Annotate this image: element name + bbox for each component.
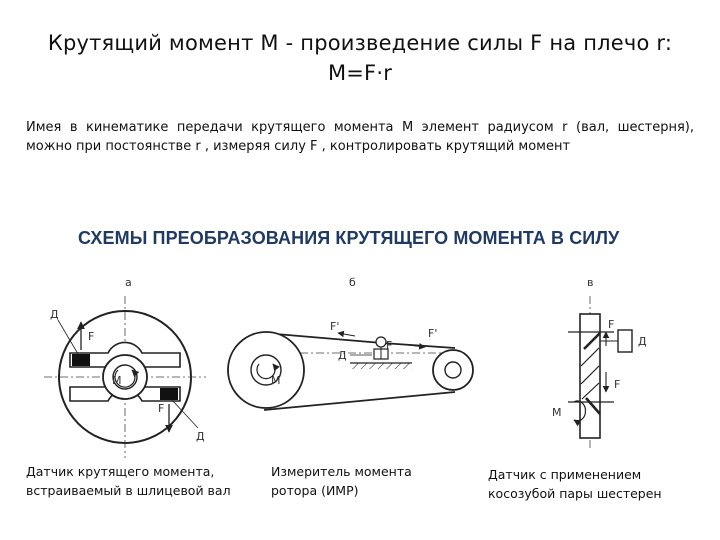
ground-hatch (350, 363, 412, 369)
diagrams-figure (0, 262, 720, 462)
label-d-top: Д (50, 308, 59, 321)
label-d-b: Д (338, 349, 347, 362)
sensor-block-bottom (160, 388, 178, 400)
diagram-b (228, 276, 473, 410)
diagram-a-letter: а (125, 276, 132, 289)
label-f-right: F' (428, 327, 438, 340)
label-f-upper: F (608, 318, 615, 331)
label-f-top: F (88, 330, 95, 343)
pulley-right-hub (445, 362, 461, 378)
caption-a: Датчик крутящего момента, встраиваемый в шлицевой вал (26, 464, 231, 498)
label-d-bottom: Д (196, 430, 205, 443)
label-f-bottom: F (158, 402, 165, 415)
tension-roller (376, 337, 386, 347)
label-f-left: F' (330, 320, 340, 333)
belt-upper-right (382, 343, 455, 348)
title-line-1: Крутящий момент М - произведение силы F на плечо r: (47, 31, 673, 55)
caption-b: Измеритель момента ротора (ИМР) (271, 464, 412, 498)
sensor-block-top (72, 354, 90, 366)
label-f-lower: F (614, 378, 621, 391)
label-f-center: F (386, 339, 393, 352)
label-m-c: М (552, 406, 562, 419)
caption-c: Датчик с применением косозубой пары шестерен (488, 467, 662, 501)
title-formula: M=F·r (327, 61, 393, 85)
diagram-c (552, 276, 647, 450)
page-title (0, 28, 720, 88)
force-arrow-left (338, 333, 355, 336)
diagram-b-letter: б (349, 276, 356, 289)
force-sensor-c (618, 330, 632, 352)
label-d-c: Д (638, 335, 647, 348)
intro-paragraph: Имея в кинематике передачи крутящего момента М элемент радиусом r (вал, шестерня), можно при постоянстве r , измеряя силу F , контролировать крутящий момент (26, 120, 694, 154)
label-m-b: М (271, 374, 281, 387)
diagram-a (44, 276, 206, 458)
label-m-a: М (112, 374, 122, 387)
section-heading: СХЕМЫ ПРЕОБРАЗОВАНИЯ КРУТЯЩЕГО МОМЕНТА В СИЛУ (78, 228, 620, 248)
diagram-c-letter: в (587, 276, 594, 289)
